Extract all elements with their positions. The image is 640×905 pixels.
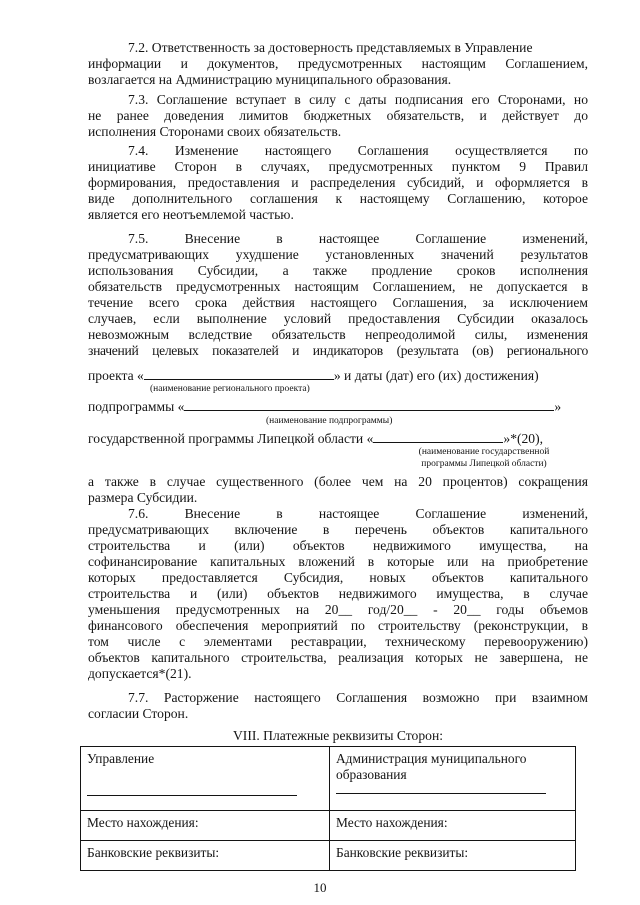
clause-7-6-line-11: допускается*(21). [88, 666, 192, 681]
state-program-blank [373, 430, 503, 443]
clause-7-4-line-2: инициативе Сторон в случаях, предусмотренных пунктом 9 Правил [88, 159, 588, 174]
signature-line-left [87, 793, 297, 796]
bank-cell-right: Банковские реквизиты: [330, 841, 576, 871]
state-program-caption-1: (наименование государственной [418, 447, 550, 457]
clause-7-6-line-6: строительства и (или) объектов недвижимого имущества, в случае [88, 586, 588, 601]
clause-7-5-line-7: невозможным вследствие обязательств непреодолимой силы, изменения [88, 327, 588, 342]
subprogram-prefix: подпрограммы « [88, 399, 185, 414]
clause-7-2-line-1: 7.2. Ответственность за достоверность представляемых в Управление [128, 40, 533, 55]
clause-7-5-line-6: случаев, если выполнение условий предоставления Субсидии оказалось [88, 311, 588, 326]
state-program-caption-2: программы Липецкой области) [421, 459, 547, 469]
clause-7-5-line-5: течение всего срока действия настоящего Соглашения, за исключением [88, 295, 588, 310]
clause-7-6-line-2: предусматривающих включение в перечень объектов капитального [88, 522, 588, 537]
clause-7-6-line-7: уменьшения предусмотренных на 20__ год/20__ - 20__ годы объемов [88, 602, 588, 617]
clause-7-4-line-4: виде дополнительного соглашения к настоящему Соглашению, которое [88, 191, 588, 206]
party-cell-administration [330, 747, 576, 811]
bank-cell-left: Банковские реквизиты: [81, 841, 330, 871]
clause-7-5-line-1: 7.5. Внесение в настоящее Соглашение изменений, [128, 231, 588, 246]
state-program-line [88, 430, 588, 447]
clause-7-6-line-1: 7.6. Внесение в настоящее Соглашение изменений, [128, 506, 588, 521]
clause-7-3-line-2: не ранее доведения лимитов бюджетных обязательств, и действует до [88, 108, 588, 123]
clause-7-7-line-1: 7.7. Расторжение настоящего Соглашения возможно при взаимном [128, 690, 588, 705]
clause-7-6-line-5: которых предоставляется Субсидия, новых объектов капитального [88, 570, 588, 585]
clause-7-7-line-2: согласии Сторон. [88, 706, 189, 721]
table-row [81, 841, 576, 871]
clause-7-6-line-3: строительства и (или) объектов недвижимого имущества, на [88, 538, 588, 553]
party-title-administration-1: Администрация муниципального [336, 751, 527, 766]
subprogram-line [88, 398, 588, 415]
page-number: 10 [313, 880, 327, 895]
clause-7-5-line-3: использования Субсидии, а также продление сроков исполнения [88, 263, 588, 278]
regional-project-prefix: проекта « [88, 368, 144, 383]
subprogram-caption: (наименование подпрограммы) [266, 416, 393, 426]
clause-7-5-line-2: предусматривающих ухудшение установленных значений результатов [88, 247, 588, 262]
section-heading: VIII. Платежные реквизиты Сторон: [232, 728, 444, 743]
regional-project-suffix: » и даты (дат) его (их) достижения) [333, 368, 539, 383]
clause-7-3-line-3: исполнения Сторонами своих обязательств. [88, 124, 342, 139]
clause-7-5-line-13: размера Субсидии. [88, 490, 198, 505]
state-program-prefix: государственной программы Липецкой области « [88, 431, 374, 446]
party-cell-directorate [81, 747, 330, 811]
party-title-administration-2: образования [336, 767, 407, 782]
regional-project-blank [144, 367, 334, 380]
clause-7-5-line-12: а также в случае существенного (более чем на 20 процентов) сокращения [88, 474, 588, 489]
clause-7-3-line-1: 7.3. Соглашение вступает в силу с даты подписания его Сторонами, но [128, 92, 588, 107]
clause-7-2-line-3: возлагается на Администрацию муниципального образования. [88, 72, 452, 87]
location-cell-right: Место нахождения: [330, 811, 576, 841]
location-cell-left: Место нахождения: [81, 811, 330, 841]
regional-project-line [88, 367, 588, 384]
clause-7-6-line-8: финансового обеспечения мероприятий по строительству (реконструкции, в [88, 618, 588, 633]
clause-7-2-line-2: информации и документов, предусмотренных настоящим Соглашением, [88, 56, 588, 71]
subprogram-suffix: » [554, 399, 562, 414]
clause-7-6-line-10: объектов капитального строительства, реализация которых не завершена, не [88, 650, 588, 665]
clause-7-4-line-1: 7.4. Изменение настоящего Соглашения осуществляется по [128, 143, 588, 158]
subprogram-blank [184, 398, 554, 411]
payment-details-table [80, 746, 576, 871]
state-program-suffix: »*(20), [503, 431, 544, 446]
clause-7-5-line-8: значений целевых показателей и индикаторов (результата (ов) регионального [88, 343, 588, 358]
table-row [81, 811, 576, 841]
signature-line-right [336, 791, 546, 794]
clause-7-6-line-9: том числе с элементами реставрации, техническому перевооружению) [88, 634, 588, 649]
table-row [81, 747, 576, 811]
regional-project-caption: (наименование регионального проекта) [150, 384, 310, 394]
clause-7-4-line-3: формирования, предоставления и распределения субсидий, и оформляется в [88, 175, 588, 190]
clause-7-6-line-4: софинансирование капитальных вложений в которые или на приобретение [88, 554, 588, 569]
clause-7-4-line-5: является его неотъемлемой частью. [88, 207, 294, 222]
clause-7-5-line-4: обязательств предусмотренных настоящим Соглашением, не допускается в [88, 279, 588, 294]
party-title-directorate: Управление [87, 751, 155, 766]
